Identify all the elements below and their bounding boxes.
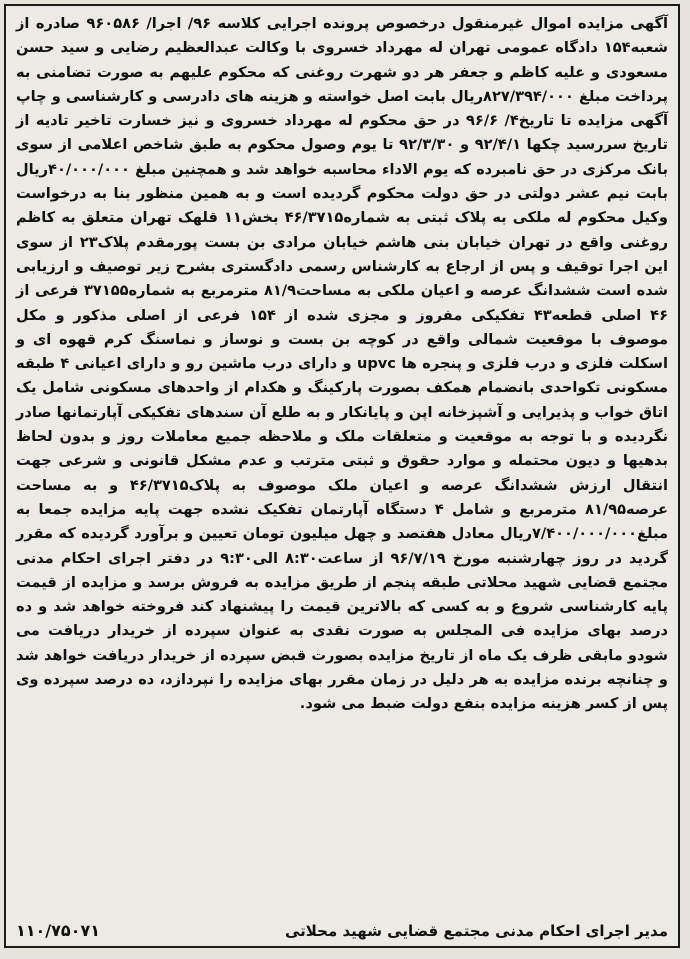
notice-text: درخصوص پرونده اجرایی کلاسه ۹۶/ اجرا/ ۹۶۰۵۸۶ صادره از شعبه۱۵۴ دادگاه عمومی تهران له مهرداد خسروی با وکالت عبدالعظیم رضایی و سید حسن مسعودی و علیه کاظم و جعفر هر دو شهرت روغنی که محکوم علیهم به صورت تضامنی به پرداخت مبلغ ۸۲۷/۳۹۴/۰۰۰ریال بابت اصل خواسته و هزینه های دادرسی و کارشناسی و چاپ آگهی مزایده تا تاریخ۴/ ۹۶/۶ در حق محکوم له مهرداد خسروی و نیز خسارت تاخیر تادیه از تاریخ سررسید چکها ۹۲/۴/۱ و ۹۲/۳/۳۰ تا یوم وصول محکوم به طبق شاخص اعلامی از سوی بانک مرکزی در حق نامبرده که یوم الاداء محاسبه خواهد شد و همچنین مبلغ ۴۰/۰۰۰/۰۰۰ریال بابت نیم عشر دولتی در حق دولت محکوم گردیده است و به همین منظور بنا به درخواست وکیل محکوم له ملکی به پلاک ثبتی به شماره۴۶/۳۷۱۵ بخش۱۱ قلهک تهران متعلق به کاظم روغنی واقع در تهران خیابان بنی هاشم خیابان مرادی بن بست پورمقدم پلاک۲۳ از سوی این اجرا توقیف و پس از ارجاع به کارشناس رسمی دادگستری بشرح زیر توصیف و ارزیابی شده است ششدانگ عرصه و اعیان ملکی به مساحت۸۱/۹ مترمربع به شماره۳۷۱۵۵ فرعی از ۴۶ اصلی قطعه۴۳ تفکیکی مفروز و مجزی شده از ۱۵۴ فرعی از اصلی مذکور و مکل موصوف با موقعیت شمالی واقع در کوچه بن بست و نوساز و نماسنگ کرم قهوه ای و اسکلت فلزی و درب فلزی و پنجره ها upvc و دارای درب ماشین رو و دارای اعیانی ۴ طبقه مسکونی تکواحدی بانضمام همکف بصورت پارکینگ و هکدام از واحدهای مسکونی شامل یک اتاق خواب و پذیرایی و آشپزخانه اپن و پایانکار و به طلع آن سندهای تفکیکی آپارتمانها صادر نگردیده و با توجه به موقعیت و متعلقات ملک و ملاحظه جمیع معاملات روز و بدون لحاظ بدهیها و دیون محتمله و موارد حقوق و ثبتی مترتب و عدم مشکل قانونی و شرعی جهت انتقال ارزش ششدانگ عرصه و اعیان ملک موصوف به پلاک۴۶/۳۷۱۵ و به مساحت عرصه۸۱/۹۵ مترمربع و شامل ۴ دستگاه آپارتمان تفکیک نشده جهت پایه مزایده جمعا به مبلغ۷/۴۰۰/۰۰۰/۰۰۰ریال معادل هفتصد و چهل میلیون تومان تعیین و برآورد گردیده که مقرر گردید در روز چهارشنبه مورخ ۹۶/۷/۱۹ از ساعت۸:۳۰ الی۹:۳۰ در دفتر اجرای احکام مدنی مجتمع قضایی شهید محلاتی طبقه پنجم از طریق مزایده به فروش برسد و مزایده از قیمت پایه کارشناسی شروع و به کسی که بالاترین قیمت را پیشنهاد کند فروخته خواهد شد و ده درصد بهای مزایده فی المجلس به صورت نقدی به عنوان سپرده از خریدار دریافت می شودو مابقی ظرف یک ماه از تاریخ مزایده بصورت قبض سپرده از خریدار دریافت خواهد شد و چنانچه برنده مزایده به هر دلیل در زمان مقرر بهای مزایده را نپردازد، ده درصد سپرده وی پس از کسر هزینه مزایده بنفع دولت ضبط می شود. — [16, 15, 669, 713]
notice-title: آگهی مزایده اموال غیرمنقول — [451, 15, 668, 32]
notice-signature: مدیر اجرای احکام مدنی مجتمع قضایی شهید محلاتی — [284, 922, 668, 940]
auction-notice — [4, 4, 680, 948]
reference-number: ۱۱۰/۷۵۰۷۱ — [16, 921, 100, 940]
notice-footer — [16, 921, 668, 940]
notice-body — [16, 12, 668, 717]
